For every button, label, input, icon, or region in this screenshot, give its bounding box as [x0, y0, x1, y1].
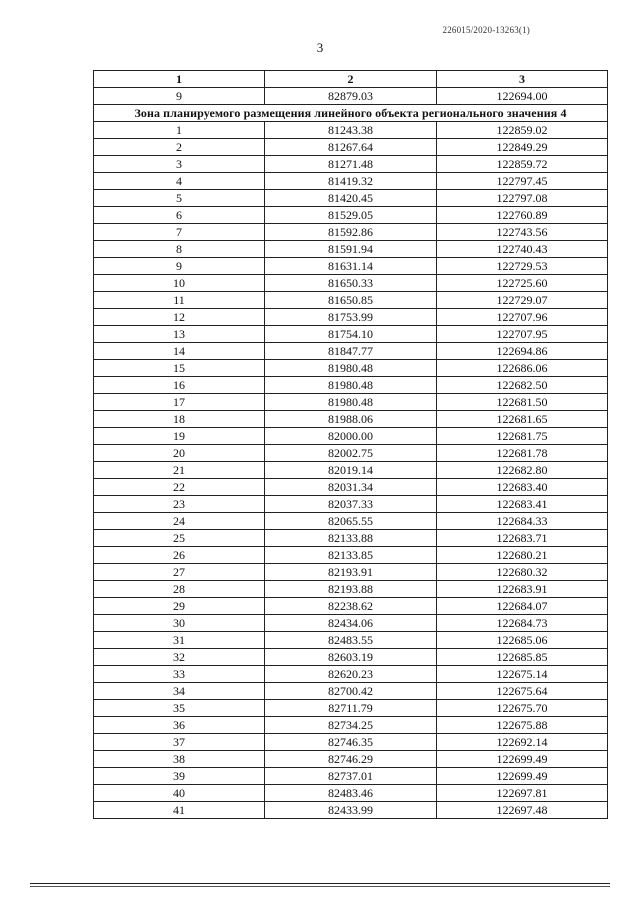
table-row	[94, 615, 608, 632]
table-row	[94, 734, 608, 751]
coordinate-x: 82603.19	[265, 649, 437, 666]
coordinate-x: 82133.88	[265, 530, 437, 547]
table-row	[94, 547, 608, 564]
coordinate-y: 122684.33	[437, 513, 608, 530]
carry-over-row	[94, 88, 608, 105]
coordinate-y: 122681.65	[437, 411, 608, 428]
point-number: 32	[94, 649, 265, 666]
coordinate-y: 122681.78	[437, 445, 608, 462]
point-number: 26	[94, 547, 265, 564]
point-number: 23	[94, 496, 265, 513]
coordinate-x: 82483.55	[265, 632, 437, 649]
point-number: 20	[94, 445, 265, 462]
coordinate-y: 122725.60	[437, 275, 608, 292]
table-row	[94, 666, 608, 683]
table-row	[94, 751, 608, 768]
coordinate-x: 82193.91	[265, 564, 437, 581]
coordinate-x: 82133.85	[265, 547, 437, 564]
coordinate-y: 122680.32	[437, 564, 608, 581]
point-number: 31	[94, 632, 265, 649]
coordinate-y: 122797.45	[437, 173, 608, 190]
footer-rule	[30, 883, 610, 884]
table-row	[94, 445, 608, 462]
coordinate-y: 122675.88	[437, 717, 608, 734]
table-row	[94, 292, 608, 309]
coordinate-y: 122797.08	[437, 190, 608, 207]
point-number: 24	[94, 513, 265, 530]
coordinate-x: 82037.33	[265, 496, 437, 513]
coordinate-y: 122692.14	[437, 734, 608, 751]
coordinate-x: 82711.79	[265, 700, 437, 717]
coordinate-x: 81980.48	[265, 360, 437, 377]
point-number: 38	[94, 751, 265, 768]
table-row	[94, 275, 608, 292]
point-number: 2	[94, 139, 265, 156]
coordinate-x: 82700.42	[265, 683, 437, 700]
coordinates-table	[93, 70, 608, 819]
coordinate-y: 122675.70	[437, 700, 608, 717]
coordinate-y: 122743.56	[437, 224, 608, 241]
coordinate-x: 82734.25	[265, 717, 437, 734]
coordinate-x: 81267.64	[265, 139, 437, 156]
table-row	[94, 513, 608, 530]
table-row	[94, 394, 608, 411]
table-row	[94, 241, 608, 258]
coordinate-y: 122694.86	[437, 343, 608, 360]
point-number: 8	[94, 241, 265, 258]
coordinate-y: 122682.50	[437, 377, 608, 394]
table-row	[94, 683, 608, 700]
table-row	[94, 649, 608, 666]
point-number: 5	[94, 190, 265, 207]
coordinate-x: 82002.75	[265, 445, 437, 462]
point-number: 6	[94, 207, 265, 224]
coordinate-y: 122683.91	[437, 581, 608, 598]
coordinate-x: 81650.33	[265, 275, 437, 292]
point-number: 4	[94, 173, 265, 190]
coordinate-x: 82031.34	[265, 479, 437, 496]
coordinate-x: 81592.86	[265, 224, 437, 241]
point-number: 30	[94, 615, 265, 632]
point-number: 1	[94, 122, 265, 139]
point-number: 13	[94, 326, 265, 343]
coordinate-y: 122683.71	[437, 530, 608, 547]
coordinate-y: 122699.49	[437, 768, 608, 785]
point-number: 9	[94, 88, 265, 105]
document-id: 226015/2020-13263(1)	[442, 25, 530, 35]
coordinate-y: 122849.29	[437, 139, 608, 156]
point-number: 19	[94, 428, 265, 445]
point-number: 21	[94, 462, 265, 479]
coordinate-y: 122694.00	[437, 88, 608, 105]
coordinate-y: 122740.43	[437, 241, 608, 258]
table-row	[94, 768, 608, 785]
table-row	[94, 581, 608, 598]
coordinate-x: 81650.85	[265, 292, 437, 309]
zone-title-row	[94, 105, 608, 122]
table-row	[94, 343, 608, 360]
coordinate-y: 122682.80	[437, 462, 608, 479]
coordinate-y: 122697.48	[437, 802, 608, 819]
point-number: 16	[94, 377, 265, 394]
table-row	[94, 530, 608, 547]
point-number: 37	[94, 734, 265, 751]
table-row	[94, 598, 608, 615]
table-row	[94, 479, 608, 496]
coordinate-x: 82483.46	[265, 785, 437, 802]
coordinate-y: 122681.50	[437, 394, 608, 411]
point-number: 27	[94, 564, 265, 581]
coordinate-x: 82000.00	[265, 428, 437, 445]
coordinate-x: 81980.48	[265, 394, 437, 411]
table-row	[94, 700, 608, 717]
point-number: 12	[94, 309, 265, 326]
coordinate-y: 122707.96	[437, 309, 608, 326]
coordinate-x: 81529.05	[265, 207, 437, 224]
coordinate-y: 122760.89	[437, 207, 608, 224]
coordinate-y: 122684.73	[437, 615, 608, 632]
coordinate-y: 122859.02	[437, 122, 608, 139]
coordinate-x: 81591.94	[265, 241, 437, 258]
point-number: 34	[94, 683, 265, 700]
table-row	[94, 224, 608, 241]
point-number: 15	[94, 360, 265, 377]
coordinate-y: 122729.53	[437, 258, 608, 275]
coordinate-x: 81419.32	[265, 173, 437, 190]
table-row	[94, 411, 608, 428]
point-number: 28	[94, 581, 265, 598]
coordinate-x: 81631.14	[265, 258, 437, 275]
point-number: 39	[94, 768, 265, 785]
footer-rule-secondary	[30, 886, 610, 887]
point-number: 29	[94, 598, 265, 615]
table-row	[94, 785, 608, 802]
point-number: 41	[94, 802, 265, 819]
coordinate-y: 122683.41	[437, 496, 608, 513]
coordinate-x: 81980.48	[265, 377, 437, 394]
coordinate-x: 81271.48	[265, 156, 437, 173]
point-number: 17	[94, 394, 265, 411]
table-row	[94, 564, 608, 581]
table-row	[94, 326, 608, 343]
coordinate-x: 82746.35	[265, 734, 437, 751]
table-row	[94, 156, 608, 173]
coordinate-y: 122681.75	[437, 428, 608, 445]
coordinate-x: 81988.06	[265, 411, 437, 428]
column-header-2: 2	[265, 71, 437, 88]
page-number: 3	[316, 40, 324, 55]
coordinate-x: 81754.10	[265, 326, 437, 343]
coordinate-y: 122685.85	[437, 649, 608, 666]
point-number: 35	[94, 700, 265, 717]
point-number: 11	[94, 292, 265, 309]
table-row	[94, 190, 608, 207]
coordinate-x: 81420.45	[265, 190, 437, 207]
coordinate-y: 122675.14	[437, 666, 608, 683]
point-number: 18	[94, 411, 265, 428]
table-header-row	[94, 71, 608, 88]
coordinate-y: 122729.07	[437, 292, 608, 309]
table-row	[94, 173, 608, 190]
coordinate-y: 122684.07	[437, 598, 608, 615]
table-row	[94, 717, 608, 734]
coordinate-y: 122686.06	[437, 360, 608, 377]
point-number: 36	[94, 717, 265, 734]
coordinate-x: 82434.06	[265, 615, 437, 632]
column-header-1: 1	[94, 71, 265, 88]
table-row	[94, 360, 608, 377]
point-number: 33	[94, 666, 265, 683]
point-number: 25	[94, 530, 265, 547]
coordinate-x: 82737.01	[265, 768, 437, 785]
table-row	[94, 258, 608, 275]
coordinate-x: 82193.88	[265, 581, 437, 598]
coordinate-x: 81243.38	[265, 122, 437, 139]
point-number: 7	[94, 224, 265, 241]
table-row	[94, 309, 608, 326]
coordinate-y: 122707.95	[437, 326, 608, 343]
zone-title: Зона планируемого размещения линейного объекта регионального значения 4	[94, 105, 608, 122]
point-number: 10	[94, 275, 265, 292]
coordinate-x: 82065.55	[265, 513, 437, 530]
table-row	[94, 632, 608, 649]
table-row	[94, 496, 608, 513]
coordinate-y: 122859.72	[437, 156, 608, 173]
point-number: 22	[94, 479, 265, 496]
coordinate-y: 122685.06	[437, 632, 608, 649]
coordinate-x: 81753.99	[265, 309, 437, 326]
coordinate-y: 122697.81	[437, 785, 608, 802]
table-row	[94, 428, 608, 445]
coordinate-x: 82879.03	[265, 88, 437, 105]
coordinate-y: 122675.64	[437, 683, 608, 700]
coordinate-x: 81847.77	[265, 343, 437, 360]
table-row	[94, 802, 608, 819]
coordinate-y: 122680.21	[437, 547, 608, 564]
point-number: 14	[94, 343, 265, 360]
column-header-3: 3	[437, 71, 608, 88]
point-number: 3	[94, 156, 265, 173]
coordinate-x: 82238.62	[265, 598, 437, 615]
table-row	[94, 122, 608, 139]
coordinate-x: 82019.14	[265, 462, 437, 479]
coordinate-x: 82746.29	[265, 751, 437, 768]
coordinate-y: 122683.40	[437, 479, 608, 496]
point-number: 40	[94, 785, 265, 802]
point-number: 9	[94, 258, 265, 275]
coordinate-x: 82620.23	[265, 666, 437, 683]
table-row	[94, 207, 608, 224]
table-row	[94, 139, 608, 156]
coordinate-y: 122699.49	[437, 751, 608, 768]
table-row	[94, 377, 608, 394]
table-row	[94, 462, 608, 479]
coordinate-x: 82433.99	[265, 802, 437, 819]
